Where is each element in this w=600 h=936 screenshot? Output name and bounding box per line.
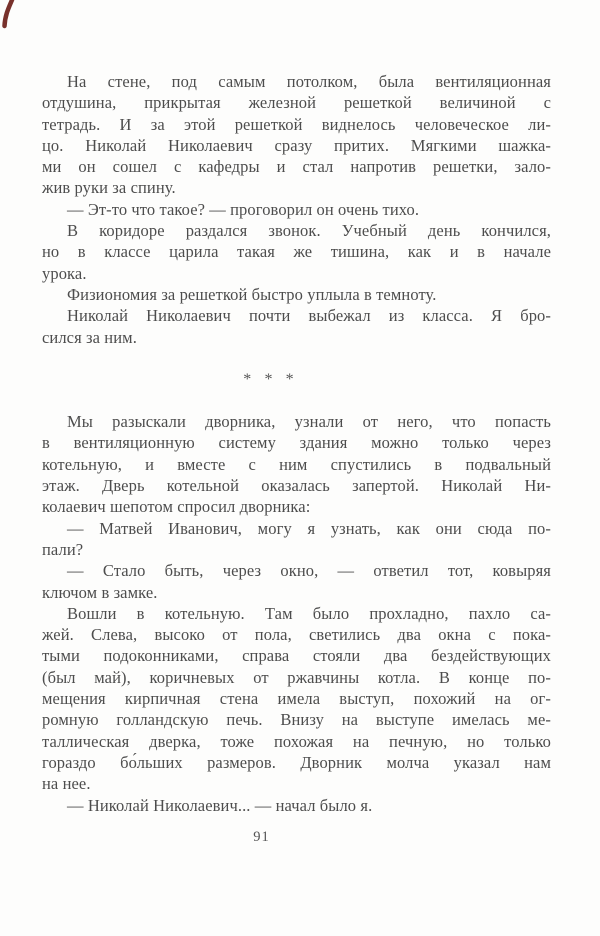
section-separator: * * * — [243, 370, 294, 388]
text-line: жей. Слева, высоко от пола, светились два окна с пока- — [42, 625, 551, 645]
text-line: тетрадь. И за этой решеткой виднелось человеческое ли- — [42, 114, 551, 134]
paragraph — [42, 284, 551, 305]
text-line: ключом в замке. — [42, 582, 158, 602]
text-line: в вентиляционную систему здания можно только через — [42, 433, 551, 453]
text-line: Мы разыскали дворника, узнали от него, что попасть — [67, 412, 551, 432]
text-line: — Стало быть, через окно, — ответил тот, ковыряя — [67, 561, 551, 581]
text-line: мещения кирпичная стена имела выступ, похожий на ог- — [42, 689, 551, 709]
text-line: В коридоре раздался звонок. Учебный день кончился, — [67, 221, 551, 241]
paragraph — [42, 518, 551, 561]
paragraph — [42, 220, 551, 284]
text-line: жив руки за спину. — [42, 178, 176, 198]
text-line: ми он сошел с кафедры и стал напротив решетки, зало- — [42, 157, 551, 177]
text-line: пали? — [42, 539, 84, 559]
page-number: 91 — [253, 829, 270, 845]
text-line: Николай Николаевич почти выбежал из класса. Я бро- — [67, 306, 551, 326]
paragraph — [42, 71, 551, 199]
text-block — [42, 71, 551, 816]
paragraph — [42, 560, 551, 603]
text-line: но в классе царила такая же тишина, как и в начале — [42, 242, 551, 262]
text-line: этаж. Дверь котельной оказалась запертой. Николай Ни- — [42, 476, 551, 496]
text-line: колаевич шепотом спросил дворника: — [42, 497, 311, 517]
text-line: таллическая дверка, тоже похожая на печную, но только — [42, 731, 551, 751]
text-line: — Николай Николаевич... — начал было я. — [67, 795, 373, 815]
text-line: на нее. — [42, 774, 91, 794]
text-line: Вошли в котельную. Там было прохладно, пахло са- — [67, 603, 551, 623]
text-line: — Эт-то что такое? — проговорил он очень тихо. — [67, 199, 420, 219]
text-line: ромную голландскую печь. Внизу на выступе имелась ме- — [42, 710, 551, 730]
corner-ink-mark — [1, 0, 15, 30]
text-line: гораздо бо́льших размеров. Дворник молча указал нам — [42, 752, 551, 772]
paragraph — [42, 411, 551, 517]
paragraph — [42, 795, 551, 816]
paragraph — [42, 305, 551, 348]
text-line: цо. Николай Николаевич сразу притих. Мягкими шажка- — [42, 135, 551, 155]
text-line: На стене, под самым потолком, была вентиляционная — [67, 72, 551, 91]
text-line: урока. — [42, 263, 87, 283]
text-line: Физиономия за решеткой быстро уплыла в темноту. — [67, 284, 437, 304]
text-line: отдушина, прикрытая железной решеткой величиной с — [42, 93, 551, 113]
text-line: котельную, и вместе с ним спустились в подвальный — [42, 454, 551, 474]
text-line: — Матвей Иванович, могу я узнать, как они сюда по- — [67, 518, 551, 538]
text-line: (был май), коричневых от ржавчины котла. В конце по- — [42, 667, 551, 687]
text-line: тыми подоконниками, справа стояли два бездействующих — [42, 646, 551, 666]
paragraph — [42, 199, 551, 220]
text-line: сился за ним. — [42, 327, 137, 347]
paragraph — [42, 603, 551, 795]
